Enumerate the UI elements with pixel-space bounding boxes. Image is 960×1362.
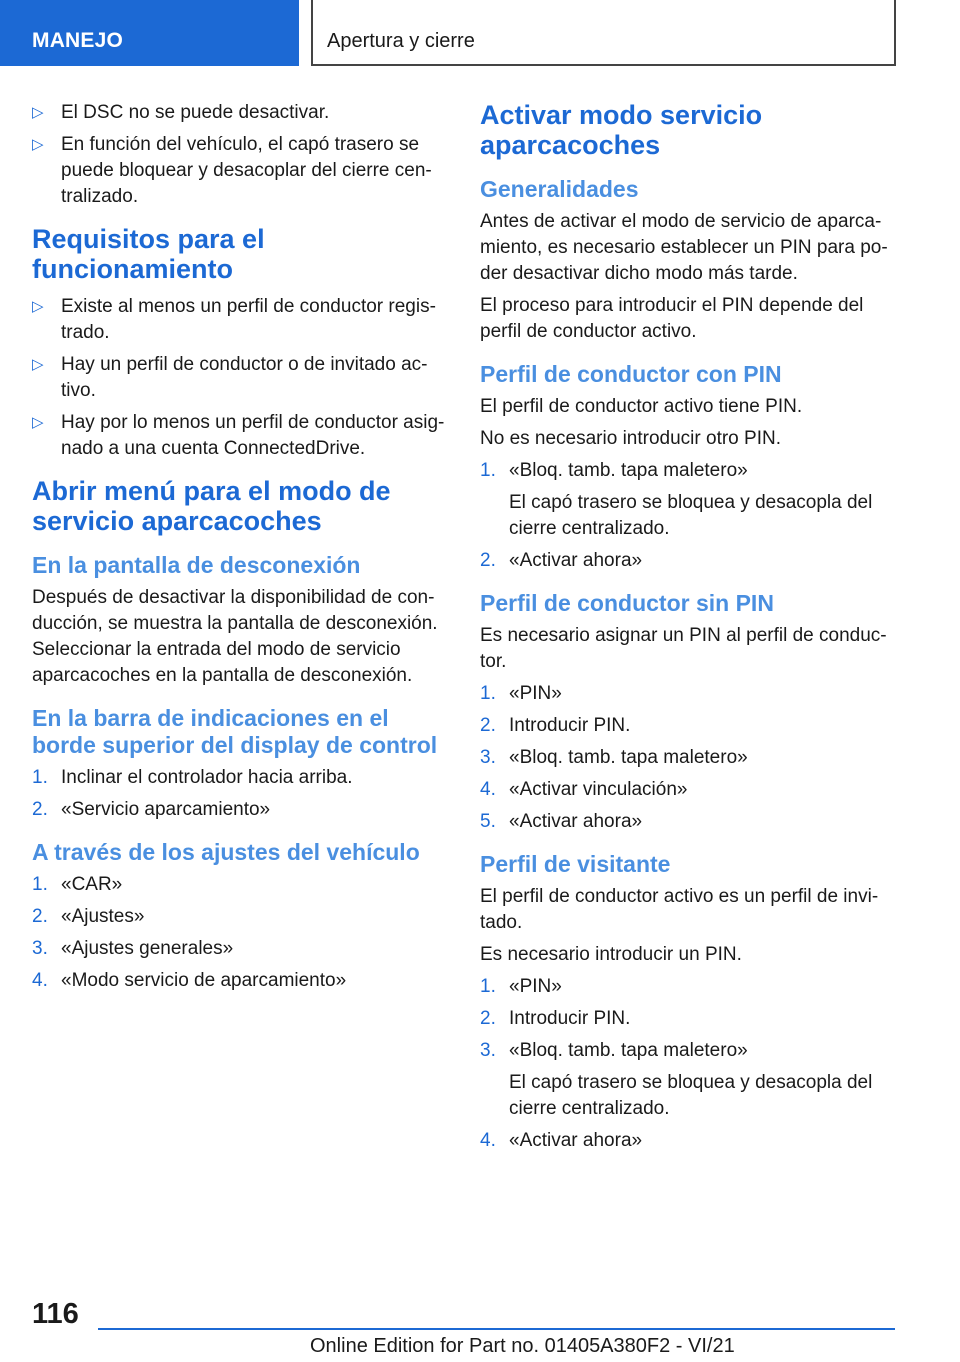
step-number: 1. xyxy=(480,460,496,481)
step-number: 2. xyxy=(480,715,496,736)
step-item: 3. «Ajustes generales» xyxy=(32,936,452,962)
triangle-bullet-icon: ▷ xyxy=(32,104,44,121)
chapter-label: Apertura y cierre xyxy=(327,30,475,52)
vehicle-settings-steps xyxy=(32,872,452,994)
step-item: 1. «CAR» xyxy=(32,872,452,898)
step-item: 3. «Bloq. tamb. tapa maletero» El capó trasero se bloquea y desacopla del cierre centralizado. xyxy=(480,1038,900,1122)
step-number: 2. xyxy=(480,550,496,571)
chapter-tab xyxy=(311,0,896,66)
left-column xyxy=(32,100,452,1000)
step-number: 4. xyxy=(480,1130,496,1151)
vehicle-settings-heading: A través de los ajustes del vehículo xyxy=(32,839,420,865)
step-number: 4. xyxy=(480,779,496,800)
step-item: 2. «Activar ahora» xyxy=(480,548,900,574)
triangle-bullet-icon: ▷ xyxy=(32,298,44,315)
step-item: 5. «Activar ahora» xyxy=(480,809,900,835)
list-item: ▷ Hay un perfil de conductor o de invitado activo. xyxy=(32,354,428,401)
open-menu-heading: Abrir menú para el modo de servicio aparcacoches xyxy=(32,476,391,536)
section-tab xyxy=(0,0,299,66)
step-note: El capó trasero se bloquea y desacopla del cierre centralizado. xyxy=(509,1072,873,1119)
with-pin-steps xyxy=(480,458,900,574)
step-item: 2. Introducir PIN. xyxy=(480,713,900,739)
list-item: ▷ El DSC no se puede desactivar. xyxy=(32,100,452,126)
with-pin-heading: Perfil de conductor con PIN xyxy=(480,361,782,387)
step-item: 1. «Bloq. tamb. tapa maletero» El capó trasero se bloquea y desacopla del cierre centralizado. xyxy=(480,458,900,542)
step-item: 1. «PIN» xyxy=(480,974,900,1000)
step-number: 3. xyxy=(32,938,48,959)
step-item: 4. «Activar ahora» xyxy=(480,1128,900,1154)
step-item: 4. «Modo servicio de aparcamiento» xyxy=(32,968,452,994)
triangle-bullet-icon: ▷ xyxy=(32,136,44,153)
guest-paragraph: El perfil de conductor activo es un perfil de invitado. xyxy=(480,886,879,933)
step-item: 2. «Servicio aparcamiento» xyxy=(32,797,452,823)
intro-bullet-list xyxy=(32,100,452,210)
right-column xyxy=(480,100,900,1160)
requirements-list xyxy=(32,294,452,462)
step-item: 1. «PIN» xyxy=(480,681,900,707)
requirements-heading: Requisitos para el funcionamiento xyxy=(32,224,265,284)
step-number: 1. xyxy=(480,976,496,997)
step-number: 4. xyxy=(32,970,48,991)
step-number: 1. xyxy=(32,874,48,895)
general-paragraph: Antes de activar el modo de servicio de aparcamiento, es necesario establecer un PIN para poder desactivar dicho modo más tarde. xyxy=(480,211,888,284)
step-number: 1. xyxy=(32,767,48,788)
step-number: 3. xyxy=(480,747,496,768)
step-number: 1. xyxy=(480,683,496,704)
guest-heading: Perfil de visitante xyxy=(480,851,671,877)
step-number: 5. xyxy=(480,811,496,832)
step-item: 4. «Activar vinculación» xyxy=(480,777,900,803)
step-number: 2. xyxy=(480,1008,496,1029)
activate-heading: Activar modo servicio aparcacoches xyxy=(480,100,763,160)
with-pin-paragraph: El perfil de conductor activo tiene PIN. xyxy=(480,396,803,417)
triangle-bullet-icon: ▷ xyxy=(32,356,44,373)
without-pin-heading: Perfil de conductor sin PIN xyxy=(480,590,774,616)
footer-divider xyxy=(98,1328,895,1330)
without-pin-paragraph: Es necesario asignar un PIN al perfil de conductor. xyxy=(480,625,887,672)
step-item: 2. «Ajustes» xyxy=(32,904,452,930)
edition-note: Online Edition for Part no. 01405A380F2 - VI/21 xyxy=(310,1335,735,1357)
list-item: ▷ En función del vehículo, el capó trasero se puede bloquear y desacoplar del cierre centralizado. xyxy=(32,134,432,207)
step-number: 2. xyxy=(32,799,48,820)
list-item: ▷ Existe al menos un perfil de conductor registrado. xyxy=(32,296,436,343)
step-number: 3. xyxy=(480,1040,496,1061)
page-header xyxy=(0,0,960,66)
status-bar-heading: En la barra de indicaciones en el borde superior del display de control xyxy=(32,705,438,758)
triangle-bullet-icon: ▷ xyxy=(32,414,44,431)
general-paragraph: El proceso para introducir el PIN depende del perfil de conductor activo. xyxy=(480,295,864,342)
step-item: 1. Inclinar el controlador hacia arriba. xyxy=(32,765,452,791)
step-item: 2. Introducir PIN. xyxy=(480,1006,900,1032)
guest-paragraph: Es necesario introducir un PIN. xyxy=(480,944,742,965)
step-note: El capó trasero se bloquea y desacopla del cierre centralizado. xyxy=(509,492,873,539)
with-pin-paragraph: No es necesario introducir otro PIN. xyxy=(480,428,781,449)
page-number: 116 xyxy=(32,1298,79,1330)
section-label: MANEJO xyxy=(32,29,124,52)
off-screen-heading: En la pantalla de desconexión xyxy=(32,552,361,578)
off-screen-text: Después de desactivar la disponibilidad de conducción, se muestra la pantalla de desconexión. Seleccionar la entrada del modo de servicio aparcacoches en la pantalla de desconexión. xyxy=(32,587,438,686)
status-bar-steps xyxy=(32,765,452,823)
step-item: 3. «Bloq. tamb. tapa maletero» xyxy=(480,745,900,771)
general-heading: Generalidades xyxy=(480,176,639,202)
list-item: ▷ Hay por lo menos un perfil de conductor asignado a una cuenta ConnectedDrive. xyxy=(32,412,445,459)
without-pin-steps xyxy=(480,681,900,835)
guest-steps xyxy=(480,974,900,1154)
step-number: 2. xyxy=(32,906,48,927)
